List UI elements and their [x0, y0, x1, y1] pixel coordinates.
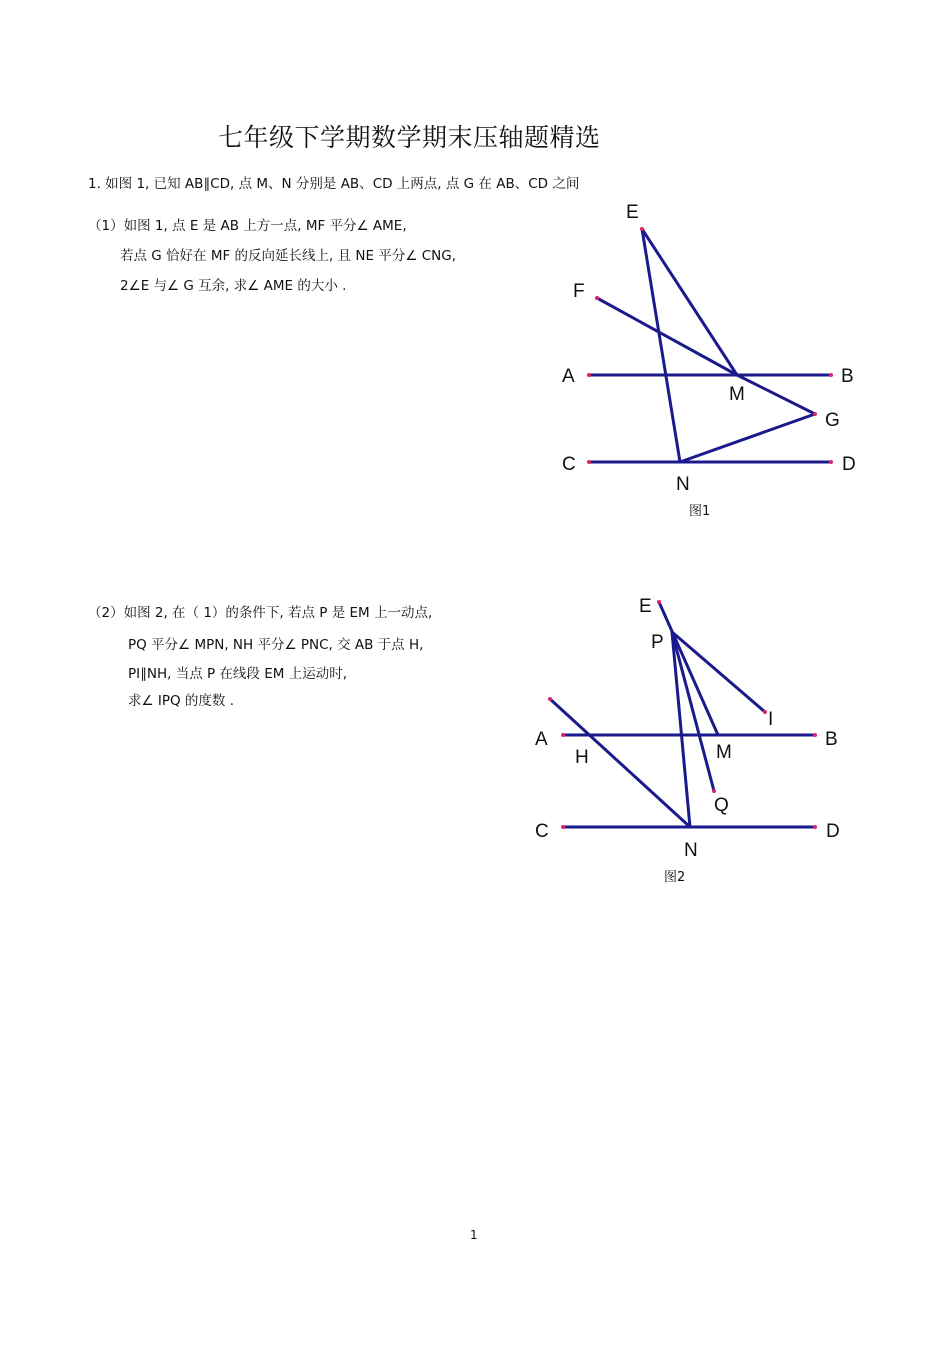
label-e: E — [626, 202, 639, 223]
problem-1-stem: 1. 如图 1, 已知 AB∥CD, 点 M、N 分别是 AB、CD 上两点, 点 G 在 AB、CD 之间 — [88, 176, 580, 192]
label-d: D — [826, 821, 840, 842]
figure-1-caption: 图1 — [689, 504, 711, 519]
endpoint-g — [813, 412, 817, 416]
label-g: G — [825, 410, 840, 431]
label-p: P — [651, 632, 664, 653]
endpoint-h-ray — [548, 697, 552, 701]
part-2-line-3: PI∥NH, 当点 P 在线段 EM 上运动时, — [128, 666, 347, 682]
label-m: M — [729, 384, 745, 405]
endpoint-b — [829, 373, 833, 377]
endpoint-d — [813, 825, 817, 829]
segment-mg — [737, 375, 815, 414]
label-d: D — [842, 454, 856, 475]
endpoint-c — [561, 825, 565, 829]
endpoint-b — [813, 733, 817, 737]
part-2-line-4: 求∠ IPQ 的度数 . — [128, 693, 235, 709]
part-1-line-1: （1）如图 1, 点 E 是 AB 上方一点, MF 平分∠ AME, — [88, 218, 407, 234]
figure-2 — [525, 585, 855, 895]
segment-em — [642, 229, 737, 375]
label-a: A — [535, 729, 548, 750]
label-f: F — [573, 281, 585, 302]
part-1-line-2: 若点 G 恰好在 MF 的反向延长线上, 且 NE 平分∠ CNG, — [120, 248, 457, 264]
endpoint-i — [763, 710, 767, 714]
label-i: I — [768, 709, 774, 730]
label-h: H — [575, 747, 589, 768]
figure-1 — [540, 195, 880, 525]
endpoint-e — [640, 227, 644, 231]
part-2-line-1: （2）如图 2, 在（ 1）的条件下, 若点 P 是 EM 上一动点, — [88, 605, 433, 621]
label-q: Q — [714, 795, 729, 816]
label-n: N — [676, 474, 690, 495]
endpoint-d — [829, 460, 833, 464]
label-c: C — [535, 821, 549, 842]
segment-ng — [680, 414, 815, 462]
endpoint-f — [595, 296, 599, 300]
endpoint-a — [587, 373, 591, 377]
endpoint-e — [657, 600, 661, 604]
figure-2-caption: 图2 — [664, 870, 686, 885]
label-m: M — [716, 742, 732, 763]
segment-nh — [550, 699, 690, 827]
label-a: A — [562, 366, 575, 387]
label-b: B — [841, 366, 854, 387]
page-number: 1 — [470, 1228, 478, 1242]
endpoint-q — [712, 789, 716, 793]
endpoint-a — [561, 733, 565, 737]
part-2-line-2: PQ 平分∠ MPN, NH 平分∠ PNC, 交 AB 于点 H, — [128, 637, 424, 653]
label-b: B — [825, 729, 838, 750]
segment-em — [659, 602, 718, 735]
segment-en — [642, 229, 680, 462]
label-c: C — [562, 454, 576, 475]
segment-fm — [597, 298, 737, 375]
endpoint-c — [587, 460, 591, 464]
label-n: N — [684, 840, 698, 861]
page-title: 七年级下学期数学期末压轴题精选 — [218, 123, 601, 152]
label-e: E — [639, 596, 652, 617]
part-1-line-3: 2∠E 与∠ G 互余, 求∠ AME 的大小 . — [120, 278, 347, 294]
segment-pi — [672, 632, 765, 712]
